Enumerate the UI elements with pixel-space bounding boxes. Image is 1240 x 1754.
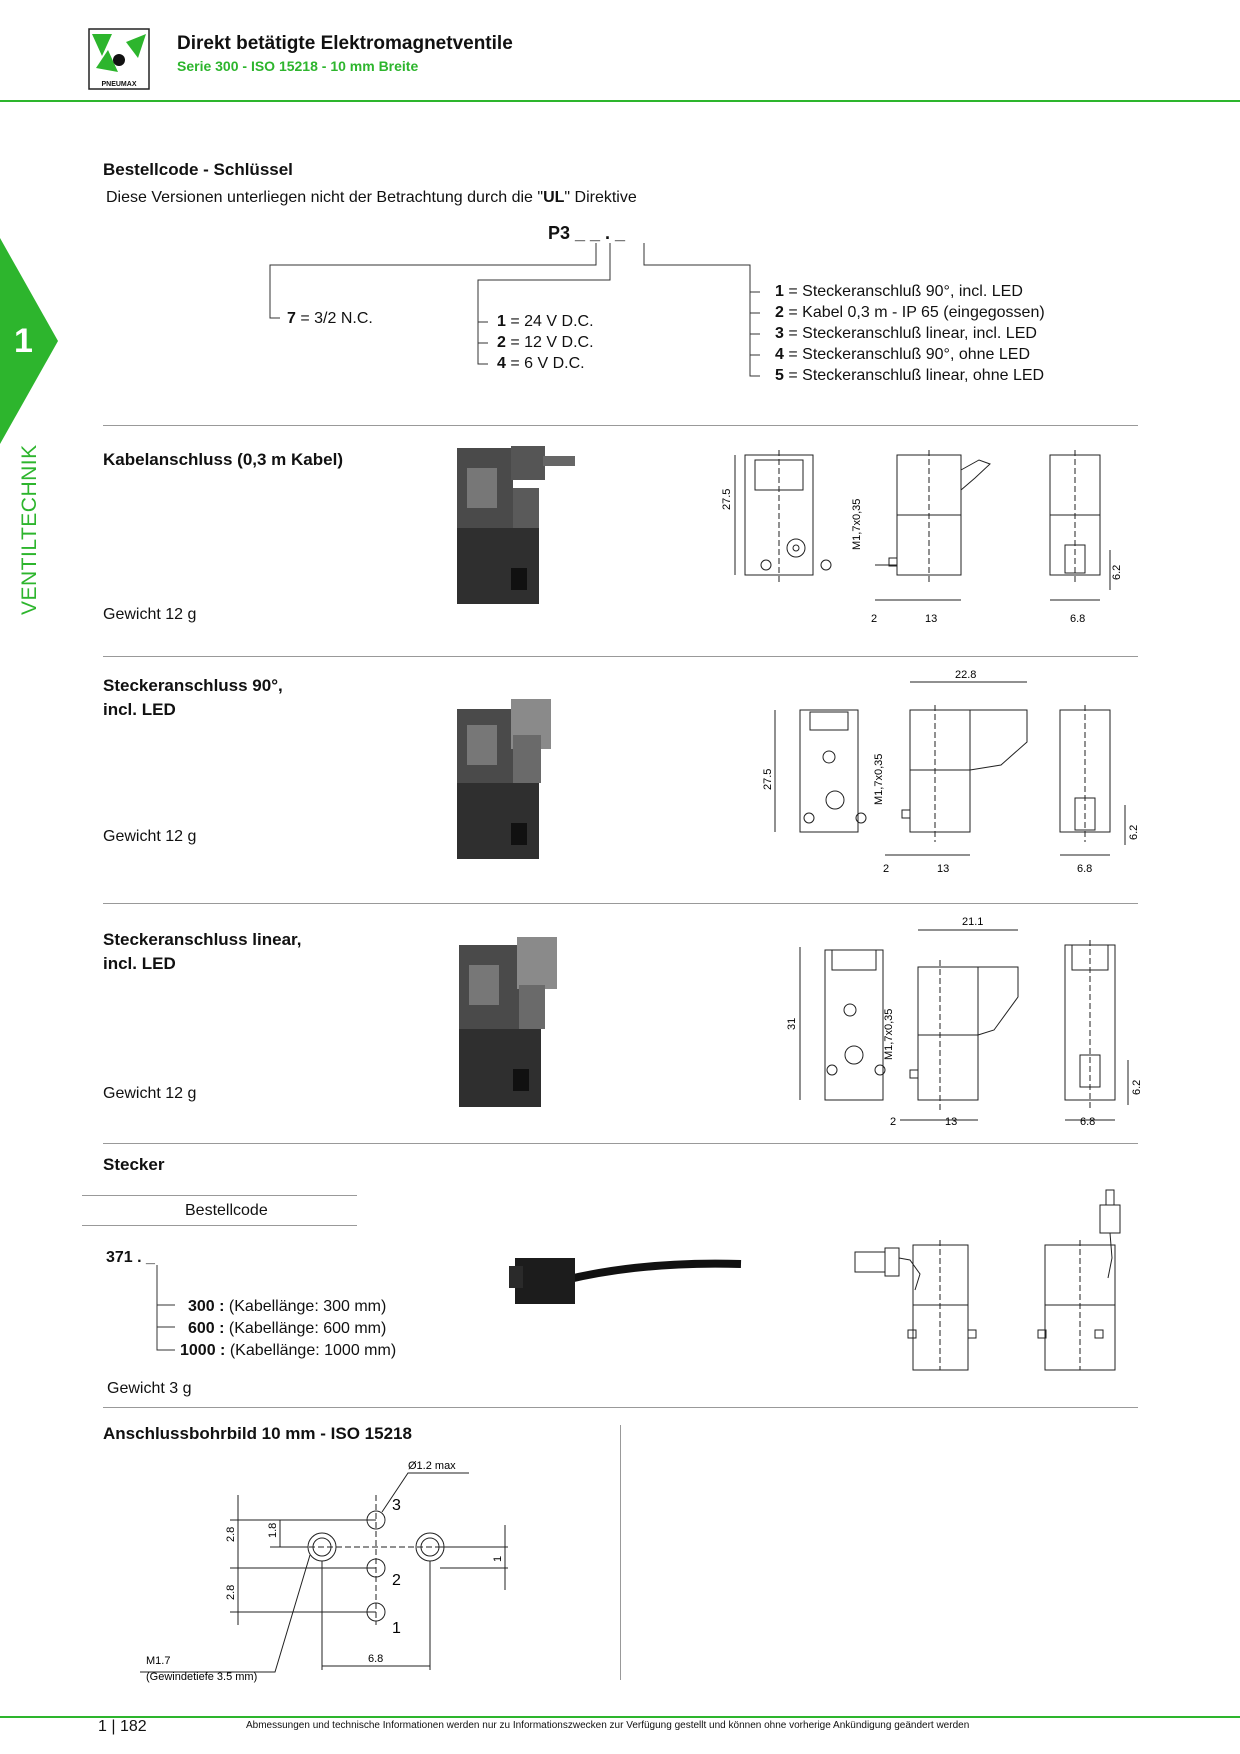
section-title: Steckeranschluss 90°,: [103, 676, 283, 695]
group3-item: 1 = Steckeranschluß 90°, incl. LED: [775, 283, 1023, 300]
dimension-drawing-1: [721, 450, 1135, 630]
stecker-weight: Gewicht 3 g: [107, 1380, 192, 1397]
section-title-line2: incl. LED: [103, 700, 176, 719]
group3-item: 3 = Steckeranschluß linear, incl. LED: [775, 325, 1037, 342]
chapter-number: 1: [14, 322, 33, 360]
footer-divider: [0, 1716, 1240, 1718]
stecker-option: 600 : (Kabellänge: 600 mm): [188, 1320, 387, 1337]
dim-top: 21.1: [962, 916, 984, 928]
table-header: Bestellcode: [185, 1202, 268, 1219]
connector-photo: [505, 1240, 745, 1320]
dim-1-8: 1.8: [267, 1522, 279, 1538]
dim-thread: M1,7x0,35: [883, 1008, 895, 1060]
section-weight: Gewicht 12 g: [103, 828, 197, 845]
section-divider: [103, 903, 1138, 904]
group2-item: 2 = 12 V D.C.: [497, 334, 594, 351]
section-divider: [103, 1407, 1138, 1408]
ordering-heading: Bestellcode - Schlüssel: [103, 160, 293, 179]
table-rule-top: [82, 1195, 357, 1196]
dim-a: 2: [883, 863, 890, 875]
dim-b: 13: [945, 1116, 958, 1128]
section-divider: [103, 1143, 1138, 1144]
dim-thread: M1,7x0,35: [873, 753, 885, 805]
group2-item: 1 = 24 V D.C.: [497, 313, 594, 330]
group3-item: 2 = Kabel 0,3 m - IP 65 (eingegossen): [775, 304, 1045, 321]
section-divider: [103, 656, 1138, 657]
section-title-line2: incl. LED: [103, 954, 176, 973]
valve-photo-90deg: [455, 695, 595, 865]
dim-height: 27.5: [721, 488, 733, 510]
dimension-drawing-3: [786, 915, 1143, 1135]
bore-heading: Anschlussbohrbild 10 mm - ISO 15218: [103, 1424, 412, 1443]
logo-text: PNEUMAX: [101, 81, 137, 88]
bore-pattern-drawing: [140, 1450, 540, 1690]
page-subtitle: Serie 300 - ISO 15218 - 10 mm Breite: [177, 58, 419, 74]
dim-d: 6.2: [1131, 1079, 1143, 1095]
ordering-note: Diese Versionen unterliegen nicht der Betrachtung durch die "UL" Direktive: [106, 189, 637, 206]
pneumax-logo: [88, 28, 150, 90]
dim-a: 2: [871, 613, 878, 625]
dim-2-8-top: 2.8: [225, 1526, 237, 1542]
dim-b: 13: [937, 863, 950, 875]
thread-depth: (Gewindetiefe 3.5 mm): [146, 1671, 258, 1683]
port-2: 2: [392, 1572, 401, 1589]
port-3: 3: [392, 1497, 401, 1514]
section-title: Steckeranschluss linear,: [103, 930, 302, 949]
order-code: P3 _ _ . _: [548, 223, 626, 243]
group2-item: 4 = 6 V D.C.: [497, 355, 585, 372]
dim-d: 6.2: [1111, 564, 1123, 580]
dim-thread: M1,7x0,35: [851, 498, 863, 550]
stecker-option: 300 : (Kabellänge: 300 mm): [188, 1298, 387, 1315]
header-divider: [0, 100, 1240, 102]
section-weight: Gewicht 12 g: [103, 1085, 197, 1102]
vertical-divider: [620, 1425, 621, 1680]
dim-c: 6.8: [1080, 1116, 1096, 1128]
dim-top: 22.8: [955, 669, 977, 681]
dim-height: 27.5: [762, 768, 774, 790]
dim-1: 1: [492, 1555, 504, 1562]
group1-item: 7 = 3/2 N.C.: [287, 310, 373, 327]
chapter-label: VENTILTECHNIK: [18, 444, 41, 615]
dim-height: 31: [786, 1017, 798, 1030]
dim-c: 6.8: [1070, 613, 1086, 625]
group3-item: 4 = Steckeranschluß 90°, ohne LED: [775, 346, 1031, 363]
footer-note: Abmessungen und technische Informationen werden nur zu Informationszwecken zur Verfügung gestellt und können ohne vorherige Ankündigung geändert werden: [246, 1720, 970, 1731]
valve-photo-linear: [455, 935, 595, 1115]
table-rule-bottom: [82, 1225, 357, 1226]
dim-a: 2: [890, 1116, 897, 1128]
bore-diameter: Ø1.2 max: [408, 1460, 456, 1472]
dim-b: 13: [925, 613, 938, 625]
section-title: Kabelanschluss (0,3 m Kabel): [103, 450, 343, 469]
section-weight: Gewicht 12 g: [103, 606, 197, 623]
valve-photo-cable: [455, 440, 595, 610]
dim-2-8-bottom: 2.8: [225, 1584, 237, 1600]
thread-label: M1.7: [146, 1655, 171, 1667]
page-number: 1 | 182: [98, 1718, 147, 1735]
group3-item: 5 = Steckeranschluß linear, ohne LED: [775, 367, 1045, 384]
port-1: 1: [392, 1620, 401, 1637]
stecker-heading: Stecker: [103, 1155, 165, 1174]
dim-d: 6.2: [1128, 824, 1140, 840]
stecker-code: 371 . _: [106, 1249, 155, 1266]
dim-c: 6.8: [1077, 863, 1093, 875]
section-divider: [103, 425, 1138, 426]
connector-drawings: [830, 1180, 1150, 1370]
dim-6-8: 6.8: [368, 1653, 384, 1665]
page-title: Direkt betätigte Elektromagnetventile: [177, 33, 513, 54]
stecker-option: 1000 : (Kabellänge: 1000 mm): [180, 1342, 397, 1359]
dimension-drawing-2: [762, 669, 1140, 875]
